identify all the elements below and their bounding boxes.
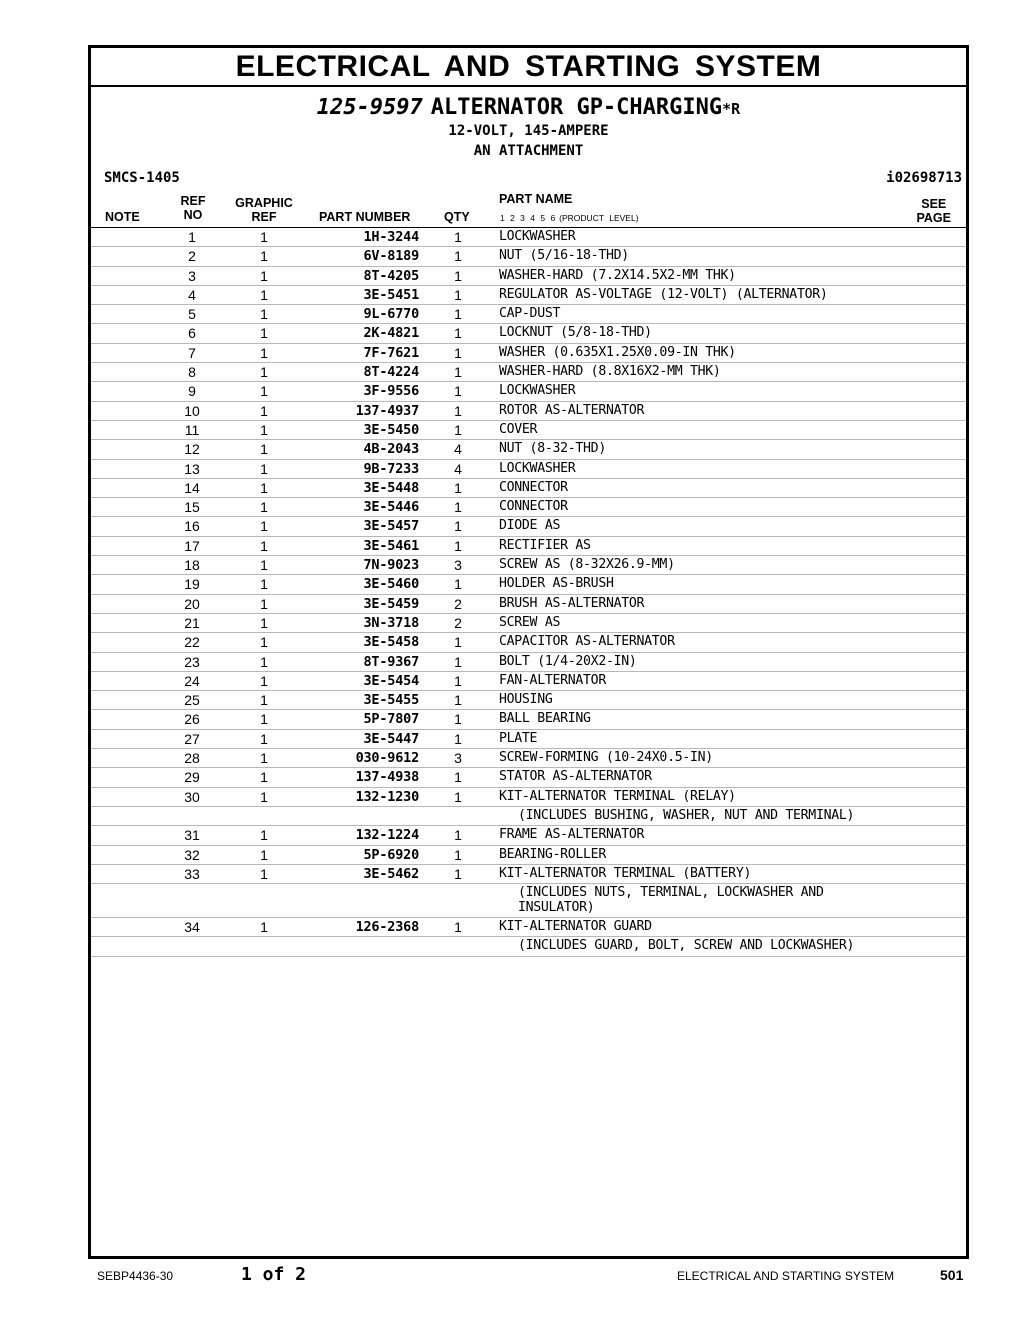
part-note: (INCLUDES GUARD, BOLT, SCREW AND LOCKWASHER): [518, 938, 855, 954]
table-row: [91, 402, 966, 421]
quantity: 1: [454, 634, 462, 651]
parts-table: [91, 228, 966, 957]
part-name: LOCKWASHER: [499, 229, 576, 244]
see-page-header: [917, 197, 952, 225]
graphic-ref: 1: [260, 827, 268, 844]
part-number: 8T-4224: [363, 364, 419, 381]
ref-no: 30: [184, 788, 200, 805]
footer-page-of: 1 of 2: [241, 1264, 307, 1285]
table-row: [91, 918, 966, 937]
part-name: KIT-ALTERNATOR GUARD: [499, 919, 652, 935]
quantity: 1: [454, 518, 462, 535]
part-name: DIODE AS: [499, 518, 561, 534]
group-subtitle-1: 12-VOLT, 145-AMPERE: [448, 123, 609, 139]
part-name: CAPACITOR AS-ALTERNATOR: [499, 634, 675, 650]
graphic-ref: 1: [260, 595, 268, 612]
table-row: [91, 768, 966, 787]
quantity: 1: [454, 499, 462, 516]
part-number: 3E-5457: [363, 518, 419, 535]
table-row: [91, 575, 966, 594]
part-number: 3E-5458: [363, 634, 419, 651]
quantity: 1: [454, 788, 462, 805]
part-number: 137-4938: [355, 769, 419, 786]
part-number: 126-2368: [355, 919, 419, 936]
graphic-header-top: GRAPHIC: [235, 196, 293, 210]
qty-header: QTY: [444, 210, 470, 224]
graphic-ref: 1: [260, 479, 268, 496]
table-row: [91, 730, 966, 749]
quantity: 1: [454, 383, 462, 400]
quantity: 4: [454, 460, 462, 477]
graphic-ref: 1: [260, 460, 268, 477]
graphic-ref: 1: [260, 229, 268, 245]
part-name: WASHER-HARD (8.8X16X2-MM THK): [499, 364, 721, 380]
graphic-ref: 1: [260, 788, 268, 805]
part-name: HOUSING: [499, 692, 553, 708]
group-header: [91, 87, 966, 191]
part-number: 3E-5454: [363, 672, 419, 689]
table-row: [91, 498, 966, 517]
graphic-header-bottom: REF: [251, 210, 277, 224]
part-number: 3E-5448: [363, 479, 419, 496]
ref-no: 29: [184, 769, 200, 786]
page-frame: [88, 45, 969, 1259]
table-row: [91, 305, 966, 324]
part-name: REGULATOR AS-VOLTAGE (12-VOLT) (ALTERNATOR): [499, 286, 828, 302]
table-row: [91, 440, 966, 459]
product-level-label: (PRODUCT LEVEL): [559, 213, 639, 223]
document-ident: i02698713: [886, 170, 962, 186]
part-number: 6V-8189: [363, 248, 419, 265]
quantity: 4: [454, 441, 462, 458]
part-name: LOCKNUT (5/8-18-THD): [499, 325, 652, 341]
part-name: CAP-DUST: [499, 306, 561, 322]
level-numbers: 1 2 3 4 5 6: [500, 213, 556, 223]
ref-header-top: REF: [180, 194, 206, 208]
part-name: FRAME AS-ALTERNATOR: [499, 827, 645, 843]
quantity: 1: [454, 576, 462, 593]
quantity: 1: [454, 827, 462, 844]
group-number: 125-9597: [316, 95, 423, 120]
quantity: 1: [454, 692, 462, 709]
quantity: 1: [454, 672, 462, 689]
ref-no: 12: [184, 441, 200, 458]
ref-no: 33: [184, 865, 200, 882]
part-name: SCREW AS: [499, 614, 561, 630]
part-number: 9B-7233: [363, 460, 419, 477]
ref-no: 13: [184, 460, 200, 477]
part-note: (INCLUDES BUSHING, WASHER, NUT AND TERMINAL): [518, 807, 855, 823]
table-row: [91, 382, 966, 401]
graphic-ref: 1: [260, 267, 268, 284]
part-number: 3E-5459: [363, 595, 419, 612]
part-number: 030-9612: [355, 750, 419, 767]
part-number: 8T-9367: [363, 653, 419, 670]
quantity: 3: [454, 750, 462, 767]
graphic-ref: 1: [260, 692, 268, 709]
part-name: LOCKWASHER: [499, 460, 576, 476]
part-name: ROTOR AS-ALTERNATOR: [499, 402, 645, 418]
see-header-bottom: PAGE: [916, 211, 951, 225]
quantity: 1: [454, 537, 462, 554]
graphic-ref: 1: [260, 711, 268, 728]
graphic-ref: 1: [260, 499, 268, 516]
ref-no: 5: [188, 306, 196, 323]
part-name: HOLDER AS-BRUSH: [499, 576, 614, 592]
quantity: 2: [454, 614, 462, 631]
part-name: BOLT (1/4-20X2-IN): [499, 653, 637, 669]
ref-no: 24: [184, 672, 200, 689]
graphic-ref: 1: [260, 248, 268, 265]
column-headers: [91, 191, 966, 228]
ref-no: 19: [184, 576, 200, 593]
ref-no: 4: [188, 286, 196, 303]
ref-no: 8: [188, 364, 196, 381]
part-number: 1H-3244: [363, 229, 419, 245]
part-name: NUT (5/16-18-THD): [499, 248, 629, 264]
table-row: [91, 614, 966, 633]
part-name: SCREW-FORMING (10-24X0.5-IN): [499, 750, 713, 766]
ref-no: 16: [184, 518, 200, 535]
table-row: [91, 460, 966, 479]
part-number: 3E-5455: [363, 692, 419, 709]
graphic-ref: 1: [260, 672, 268, 689]
part-name: BEARING-ROLLER: [499, 846, 606, 862]
table-note-row: [91, 884, 966, 918]
table-row: [91, 556, 966, 575]
quantity: 1: [454, 364, 462, 381]
quantity: 1: [454, 711, 462, 728]
part-name: BRUSH AS-ALTERNATOR: [499, 595, 645, 611]
part-name: CONNECTOR: [499, 479, 568, 495]
footer-section: ELECTRICAL AND STARTING SYSTEM: [677, 1269, 895, 1283]
table-row: [91, 595, 966, 614]
graphic-ref: 1: [260, 518, 268, 535]
part-name: NUT (8-32-THD): [499, 441, 606, 457]
part-number: 3E-5450: [363, 421, 419, 438]
part-number: 3E-5462: [363, 865, 419, 882]
ref-no: 26: [184, 711, 200, 728]
quantity: 1: [454, 344, 462, 361]
page-footer: [0, 1262, 1020, 1286]
part-name: WASHER-HARD (7.2X14.5X2-MM THK): [499, 267, 736, 283]
part-name: RECTIFIER AS: [499, 537, 591, 553]
table-row: [91, 846, 966, 865]
ref-no-header: [178, 194, 208, 222]
part-name: BALL BEARING: [499, 711, 591, 727]
part-name: KIT-ALTERNATOR TERMINAL (RELAY): [499, 788, 736, 804]
ref-no: 17: [184, 537, 200, 554]
table-note-row: [91, 937, 966, 956]
graphic-ref: 1: [260, 614, 268, 631]
part-number: 3E-5446: [363, 499, 419, 516]
quantity: 1: [454, 653, 462, 670]
quantity: 1: [454, 730, 462, 747]
graphic-ref: 1: [260, 306, 268, 323]
group-title: [91, 95, 966, 120]
ref-no: 25: [184, 692, 200, 709]
product-levels: [500, 213, 639, 223]
part-number: 137-4937: [355, 402, 419, 419]
part-name: KIT-ALTERNATOR TERMINAL (BATTERY): [499, 865, 752, 881]
graphic-ref: 1: [260, 286, 268, 303]
part-number: 132-1224: [355, 827, 419, 844]
table-note-row: [91, 807, 966, 826]
part-name: PLATE: [499, 730, 538, 746]
graphic-ref: 1: [260, 865, 268, 882]
graphic-ref: 1: [260, 537, 268, 554]
quantity: 1: [454, 267, 462, 284]
graphic-ref: 1: [260, 557, 268, 574]
graphic-ref: 1: [260, 576, 268, 593]
quantity: 1: [454, 248, 462, 265]
graphic-ref: 1: [260, 344, 268, 361]
part-name: FAN-ALTERNATOR: [499, 672, 606, 688]
smcs-code: SMCS-1405: [104, 170, 180, 186]
part-name-header: PART NAME: [499, 192, 573, 206]
quantity: 1: [454, 479, 462, 496]
part-number: 8T-4205: [363, 267, 419, 284]
part-number: 3E-5461: [363, 537, 419, 554]
table-row: [91, 653, 966, 672]
quantity: 1: [454, 865, 462, 882]
part-name: WASHER (0.635X1.25X0.09-IN THK): [499, 344, 736, 360]
graphic-ref: 1: [260, 730, 268, 747]
table-row: [91, 826, 966, 845]
graphic-ref: 1: [260, 364, 268, 381]
ref-no: 10: [184, 402, 200, 419]
group-name: ALTERNATOR GP-CHARGING: [430, 95, 723, 120]
graphic-ref-header: [232, 196, 296, 224]
table-row: [91, 267, 966, 286]
ref-no: 11: [184, 421, 200, 438]
table-row: [91, 421, 966, 440]
part-name: CONNECTOR: [499, 499, 568, 515]
ref-no: 14: [184, 479, 200, 496]
ref-no: 34: [184, 919, 200, 936]
ref-no: 15: [184, 499, 200, 516]
quantity: 1: [454, 286, 462, 303]
part-number: 3N-3718: [363, 614, 419, 631]
table-row: [91, 324, 966, 343]
group-subtitle-2: AN ATTACHMENT: [473, 143, 584, 159]
quantity: 1: [454, 846, 462, 863]
quantity: 1: [454, 769, 462, 786]
table-row: [91, 363, 966, 382]
quantity: 1: [454, 919, 462, 936]
ref-no: 9: [188, 383, 196, 400]
ref-no: 7: [188, 344, 196, 361]
see-header-top: SEE: [921, 197, 947, 211]
table-row: [91, 749, 966, 768]
table-row: [91, 633, 966, 652]
graphic-ref: 1: [260, 441, 268, 458]
graphic-ref: 1: [260, 634, 268, 651]
table-row: [91, 672, 966, 691]
graphic-ref: 1: [260, 402, 268, 419]
ref-no: 6: [188, 325, 196, 342]
part-number: 4B-2043: [363, 441, 419, 458]
quantity: 3: [454, 557, 462, 574]
group-suffix: *R: [722, 100, 741, 118]
graphic-ref: 1: [260, 383, 268, 400]
part-number: 7F-7621: [363, 344, 419, 361]
quantity: 2: [454, 595, 462, 612]
ref-no: 1: [188, 229, 196, 245]
graphic-ref: 1: [260, 421, 268, 438]
ref-no: 23: [184, 653, 200, 670]
part-number: 2K-4821: [363, 325, 419, 342]
ref-no: 21: [184, 614, 200, 631]
part-number: 7N-9023: [363, 557, 419, 574]
part-name: STATOR AS-ALTERNATOR: [499, 769, 652, 785]
ref-no: 3: [188, 267, 196, 284]
ref-no: 18: [184, 557, 200, 574]
ref-header-bottom: NO: [183, 208, 203, 222]
part-note: (INCLUDES NUTS, TERMINAL, LOCKWASHER AND INSULATOR): [518, 885, 824, 916]
ref-no: 27: [184, 730, 200, 747]
graphic-ref: 1: [260, 919, 268, 936]
table-row: [91, 247, 966, 266]
part-name: LOCKWASHER: [499, 383, 576, 399]
part-number: 3F-9556: [363, 383, 419, 400]
ref-no: 28: [184, 750, 200, 767]
ref-no: 22: [184, 634, 200, 651]
ref-no: 32: [184, 846, 200, 863]
quantity: 1: [454, 325, 462, 342]
quantity: 1: [454, 421, 462, 438]
table-row: [91, 479, 966, 498]
table-row: [91, 865, 966, 884]
table-row: [91, 286, 966, 305]
graphic-ref: 1: [260, 653, 268, 670]
part-number: 132-1230: [355, 788, 419, 805]
table-row: [91, 344, 966, 363]
part-number: 3E-5451: [363, 286, 419, 303]
part-name: SCREW AS (8-32X26.9-MM): [499, 557, 675, 573]
footer-doc-id: SEBP4436-30: [97, 1269, 174, 1283]
note-header: NOTE: [105, 210, 140, 224]
part-number: 3E-5447: [363, 730, 419, 747]
part-name: COVER: [499, 421, 538, 437]
table-row: [91, 691, 966, 710]
quantity: 1: [454, 402, 462, 419]
table-row: [91, 710, 966, 729]
table-row: [91, 517, 966, 536]
table-row: [91, 228, 966, 247]
graphic-ref: 1: [260, 846, 268, 863]
ref-no: 20: [184, 595, 200, 612]
part-number: 5P-7807: [363, 711, 419, 728]
ref-no: 2: [188, 248, 196, 265]
table-row: [91, 788, 966, 807]
part-number: 3E-5460: [363, 576, 419, 593]
graphic-ref: 1: [260, 769, 268, 786]
ref-no: 31: [184, 827, 200, 844]
graphic-ref: 1: [260, 325, 268, 342]
section-title: ELECTRICAL AND STARTING SYSTEM: [91, 48, 966, 87]
footer-page-number: 501: [940, 1267, 964, 1283]
quantity: 1: [454, 229, 462, 245]
part-number-header: PART NUMBER: [319, 210, 411, 224]
part-number: 9L-6770: [363, 306, 419, 323]
graphic-ref: 1: [260, 750, 268, 767]
part-number: 5P-6920: [363, 846, 419, 863]
table-row: [91, 537, 966, 556]
quantity: 1: [454, 306, 462, 323]
